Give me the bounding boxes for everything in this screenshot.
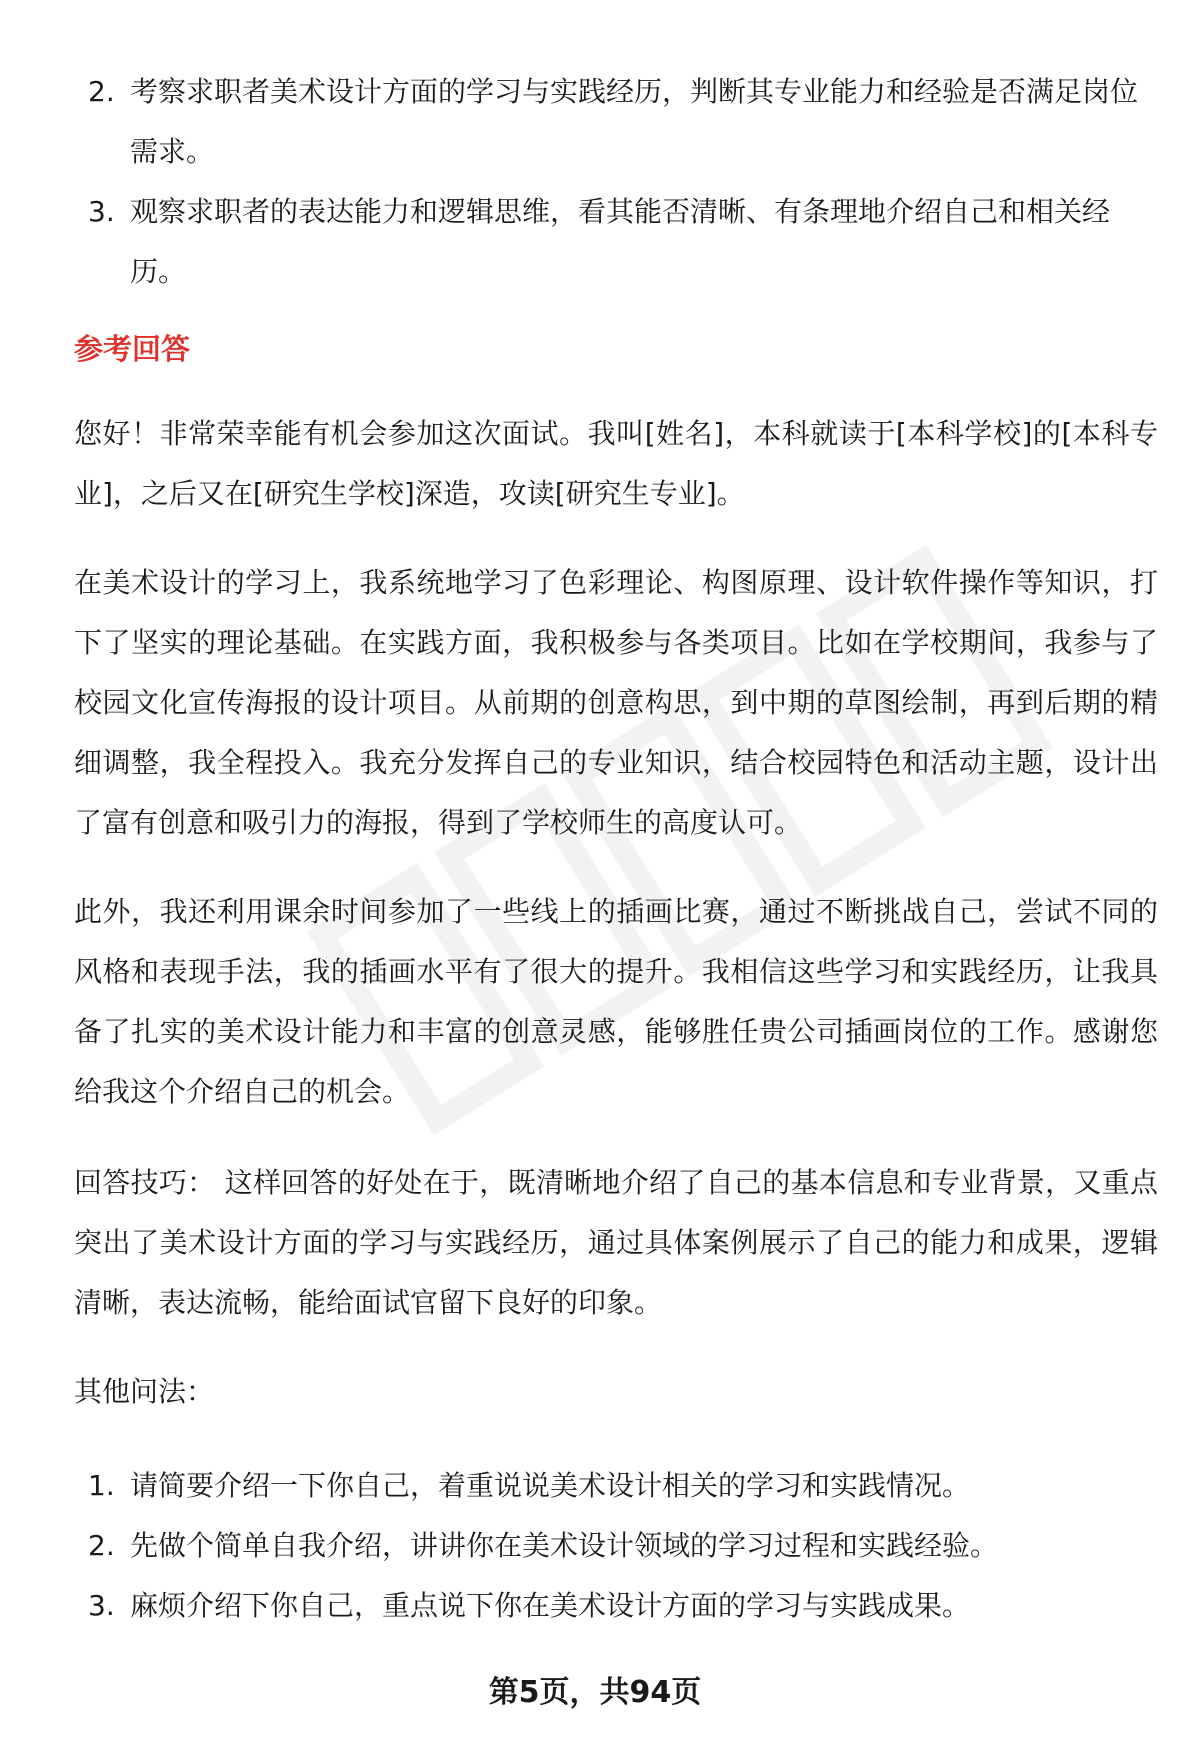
list-item-text: 请简要介绍一下你自己，着重说说美术设计相关的学习和实践情况。 (130, 1469, 971, 1502)
answer-tips-paragraph: 回答技巧： 这样回答的好处在于，既清晰地介绍了自己的基本信息和专业背景，又重点突出了美术设计方面的学习与实践经历，通过具体案例展示了自己的能力和成果，逻辑清晰，表达流畅，能给面试官留下良好的印象。 (74, 1166, 1158, 1319)
list-item-text: 观察求职者的表达能力和逻辑思维，看其能否清晰、有条理地介绍自己和相关经历。 (130, 195, 1111, 288)
answer-paragraph-intro: 您好！非常荣幸能有机会参加这次面试。我叫[姓名]，本科就读于[本科学校]的[本科专业]，之后又在[研究生学校]深造，攻读[研究生专业]。 (74, 417, 1158, 510)
purpose-list (88, 62, 1158, 302)
list-item-text: 考察求职者美术设计方面的学习与实践经历，判断其专业能力和经验是否满足岗位需求。 (130, 75, 1139, 168)
list-item: 3. 观察求职者的表达能力和逻辑思维，看其能否清晰、有条理地介绍自己和相关经历。 (88, 195, 1111, 288)
answer-paragraph-study: 在美术设计的学习上，我系统地学习了色彩理论、构图原理、设计软件操作等知识，打下了坚实的理论基础。在实践方面，我积极参与各类项目。比如在学校期间，我参与了校园文化宣传海报的设计项目。从前期的创意构思，到中期的草图绘制，再到后期的精细调整，我全程投入。我充分发挥自己的专业知识，结合校园特色和活动主题，设计出了富有创意和吸引力的海报，得到了学校师生的高度认可。 (74, 566, 1158, 839)
page-footer: 第5页，共94页 (488, 1675, 702, 1710)
answer-paragraph-practice: 此外，我还利用课余时间参加了一些线上的插画比赛，通过不断挑战自己，尝试不同的风格和表现手法，我的插画水平有了很大的提升。我相信这些学习和实践经历，让我具备了扎实的美术设计能力和丰富的创意灵感，能够胜任贵公司插画岗位的工作。感谢您给我这个介绍自己的机会。 (74, 895, 1158, 1108)
list-item: 2. 先做个简单自我介绍，讲讲你在美术设计领域的学习过程和实践经验。 (88, 1529, 999, 1562)
list-item: 1. 请简要介绍一下你自己，着重说说美术设计相关的学习和实践情况。 (88, 1469, 971, 1502)
list-item-text: 先做个简单自我介绍，讲讲你在美术设计领域的学习过程和实践经验。 (130, 1529, 999, 1562)
list-item: 3. 麻烦介绍下你自己，重点说下你在美术设计方面的学习与实践成果。 (88, 1589, 971, 1622)
list-item-text: 麻烦介绍下你自己，重点说下你在美术设计方面的学习与实践成果。 (130, 1589, 971, 1622)
section-heading: 参考回答 (74, 332, 191, 366)
list-item: 2. 考察求职者美术设计方面的学习与实践经历，判断其专业能力和经验是否满足岗位需求。 (88, 75, 1139, 168)
other-questions-label: 其他问法： (74, 1375, 215, 1408)
other-questions-list (88, 1456, 1158, 1636)
